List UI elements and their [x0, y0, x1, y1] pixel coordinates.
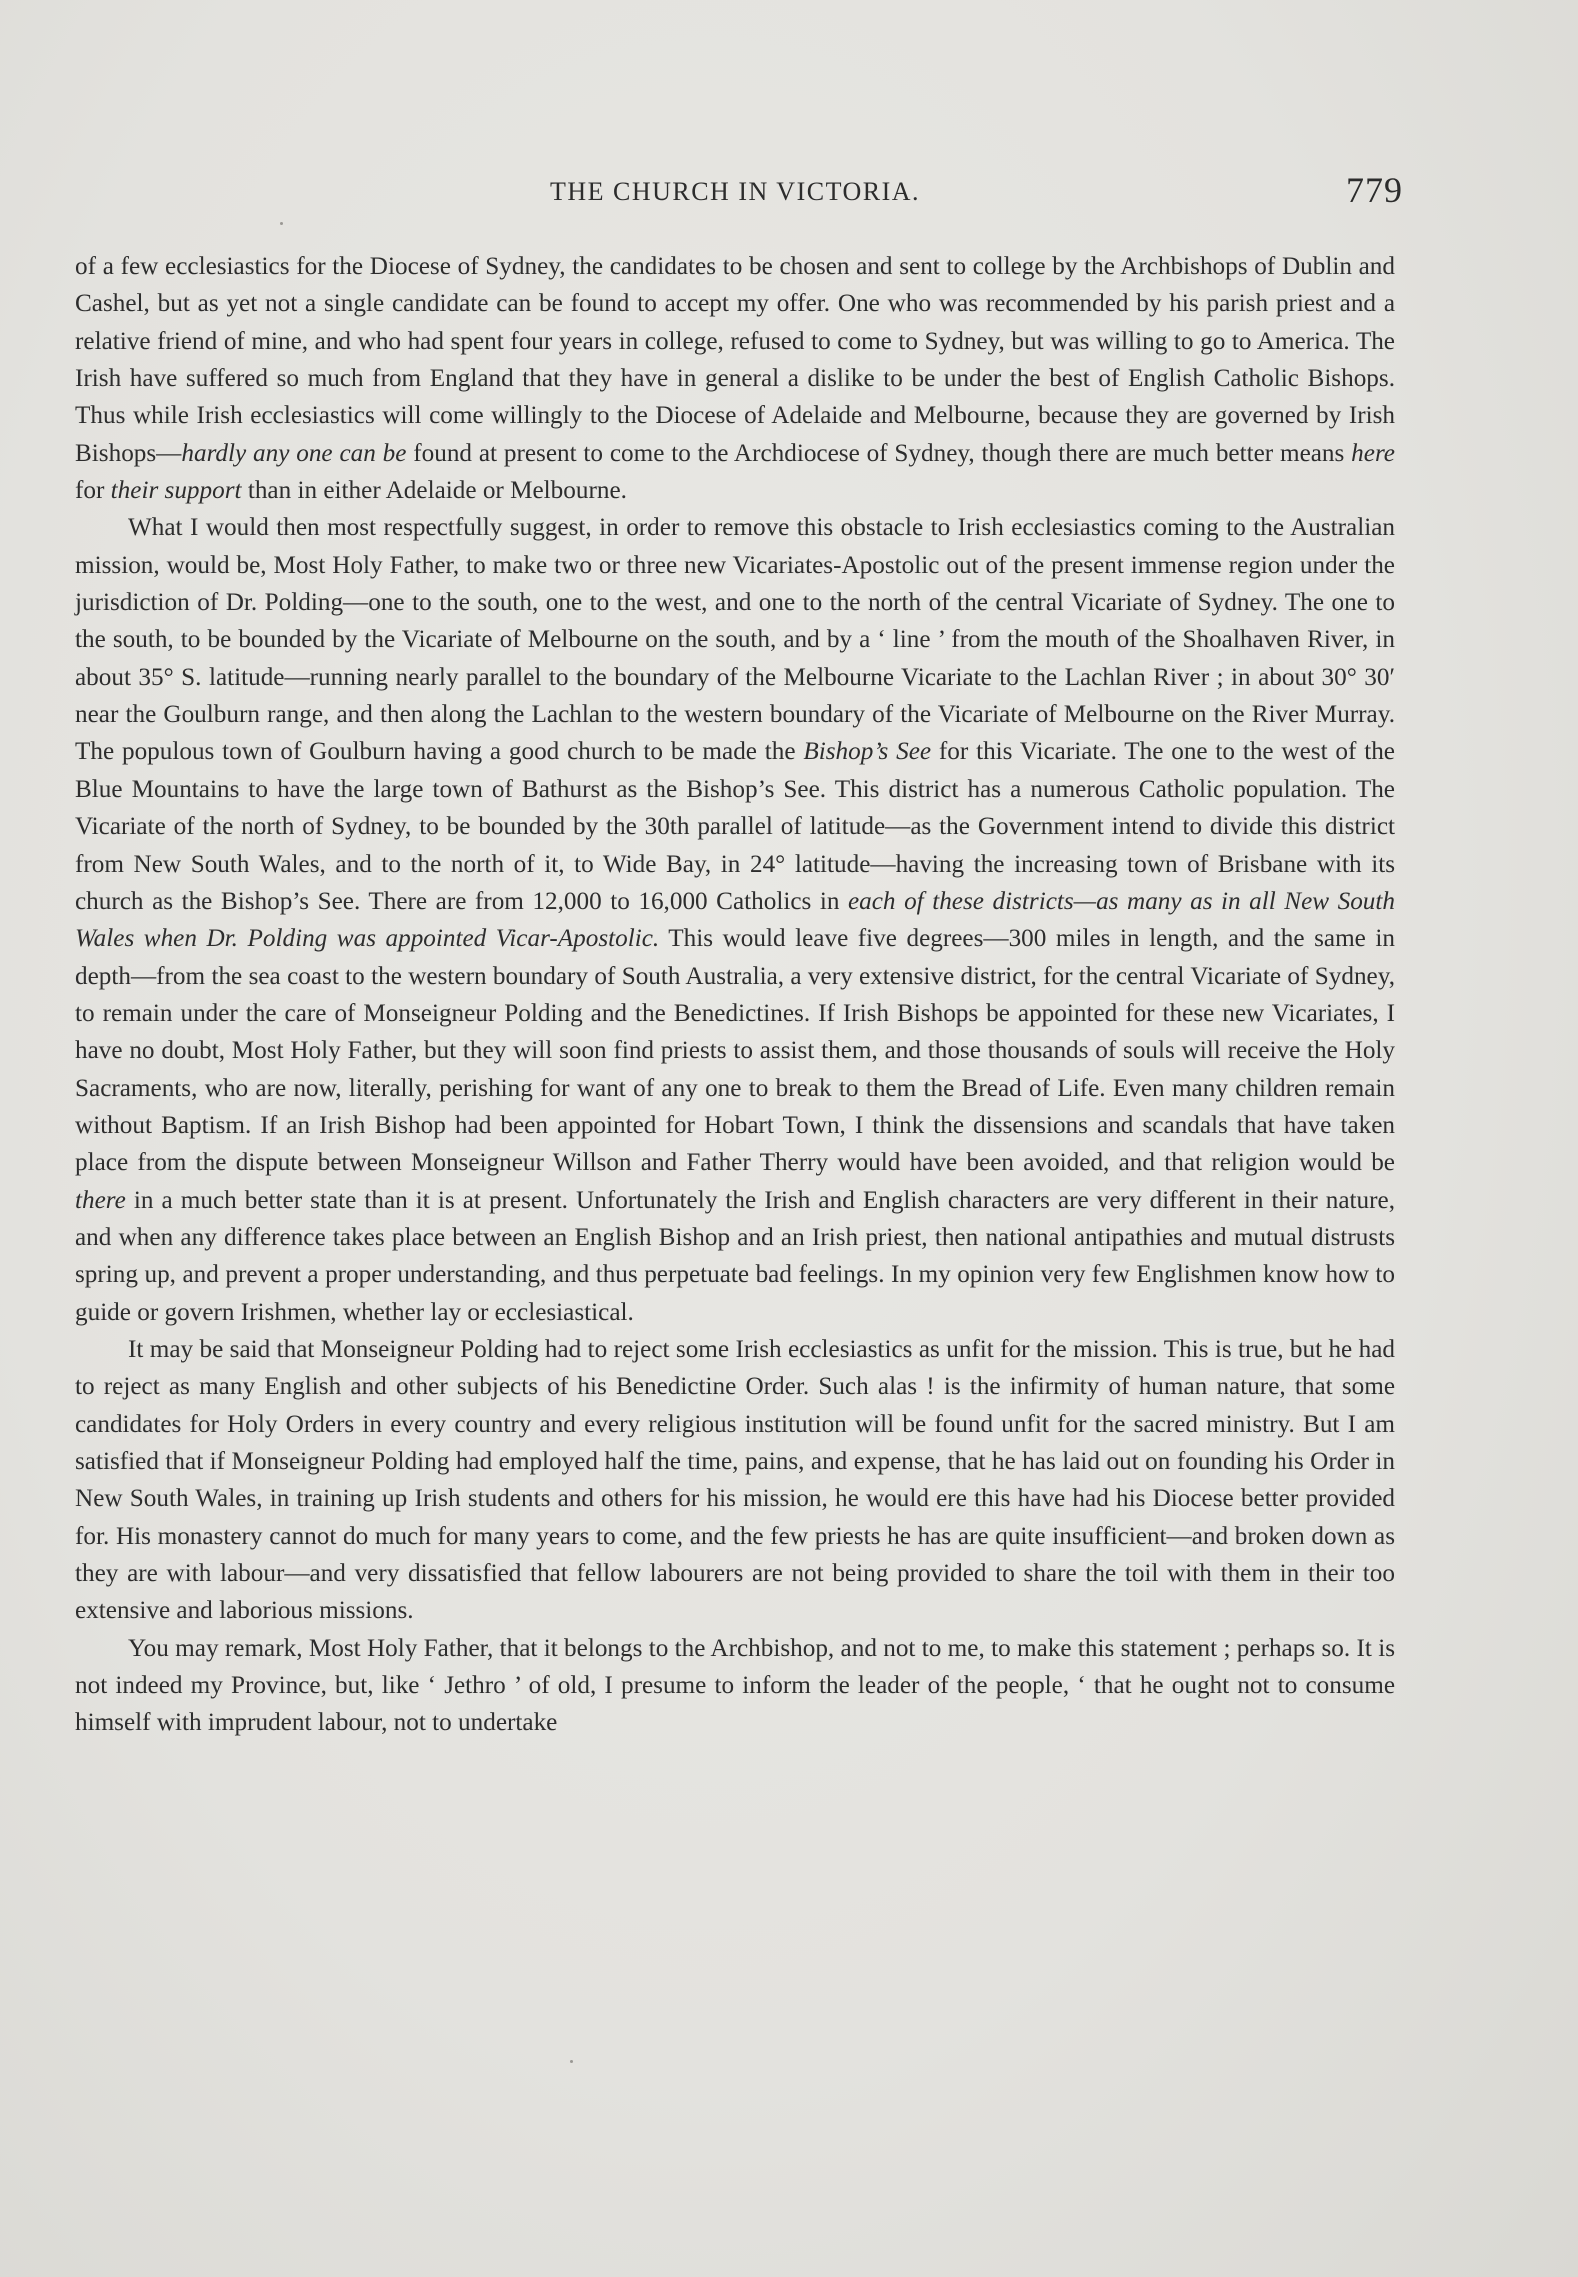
text-run: This would leave five degrees—300 miles in length, and the same in depth—from the sea coast to the western boundary of South Australia, a very extensive district, for the central Vicariate of Sydney, to remain under the care of Monseigneur Polding and the Benedictines. If Irish Bishops be appointed for these new Vicariates, I have no doubt, Most Holy Father, but they will soon find priests to assist them, and those thousands of souls will receive the Holy Sacraments, who are now, literally, perishing for want of any one to break to them the Bread of Life. Even many children remain without Baptism. If an Irish Bishop had been appointed for Hobart Town, I think the dissensions and scandals that have taken place from the dispute between Monseigneur Willson and Father Therry would have been avoided, and that religion would be	[75, 925, 1395, 1177]
italic-text: Bishop’s See	[803, 738, 932, 766]
text-run: for	[75, 477, 111, 505]
italic-text: each of these districts—as many as in all New South Wales when Dr. Polding was appointed Vicar-Apostolic.	[75, 887, 1395, 953]
body-text	[75, 248, 1395, 1742]
running-title: THE CHURCH IN VICTORIA.	[549, 177, 921, 206]
text-run: What I would then most respectfully suggest, in order to remove this obstacle to Irish ecclesiastics coming to the Australian mission, would be, Most Holy Father, to make two or three new Vicariates-Apostolic out of the present immense region under the jurisdiction of Dr. Polding—one to the south, one to the west, and one to the north of the central Vicariate of Sydney. The one to the south, to be bounded by the Vicariate of Melbourne on the south, and by a ‘ line ’ from the mouth of the Shoalhaven River, in about 35° S. latitude—running nearly parallel to the boundary of the Melbourne Vicariate to the Lachlan River ; in about 30° 30′ near the Goulburn range, and then along the Lachlan to the western boundary of the Vicariate of Melbourne on the River Murray. The populous town of Goulburn having a good church to be made the	[75, 514, 1395, 766]
page-number: 779	[1346, 170, 1403, 210]
italic-text: here	[1351, 439, 1395, 467]
paragraph	[75, 509, 1395, 1331]
text-run: You may remark, Most Holy Father, that it belongs to the Archbishop, and not to me, to make this statement ; perhaps so. It is not indeed my Province, but, like ‘ Jethro ’ of old, I presume to inform the leader of the people, ‘ that he ought not to consume himself with imprudent labour, not to undertake	[75, 1634, 1395, 1737]
text-run: of a few ecclesiastics for the Diocese of Sydney, the candidates to be chosen and sent to college by the Archbishops of Dublin and Cashel, but as yet not a single candidate can be found to accept my offer. One who was recommended by his parish priest and a relative friend of mine, and who had spent four years in college, refused to come to Sydney, but was willing to go to America. The Irish have suffered so much from England that they have in general a dislike to be under the best of English Catholic Bishops. Thus while Irish ecclesiastics will come willingly to the Diocese of Adelaide and Melbourne, because they are governed by Irish Bishops—	[75, 253, 1395, 467]
paragraph	[75, 248, 1395, 509]
text-run: for this Vicariate. The one to the west of the Blue Mountains to have the large town of Bathurst as the Bishop’s See. This district has a numerous Catholic population. The Vicariate of the north of Sydney, to be bounded by the 30th parallel of latitude—as the Government intend to divide this district from New South Wales, and to the north of it, to Wide Bay, in 24° latitude—having the increasing town of Brisbane with its church as the Bishop’s See. There are from 12,000 to 16,000 Catholics in	[75, 738, 1395, 915]
text-run: in a much better state than it is at present. Unfortunately the Irish and English characters are very different in their nature, and when any difference takes place between an English Bishop and an Irish priest, then national antipathies and mutual distrusts spring up, and prevent a proper understanding, and thus perpetuate bad feelings. In my opinion very few Englishmen know how to guide or govern Irishmen, whether lay or ecclesiastical.	[75, 1186, 1395, 1326]
paper-speck	[280, 222, 283, 225]
running-head	[75, 165, 1403, 225]
text-run: found at present to come to the Archdiocese of Sydney, though there are much better means	[406, 439, 1352, 467]
italic-text: their support	[110, 477, 242, 505]
paragraph	[75, 1630, 1395, 1742]
paper-speck	[570, 2060, 573, 2063]
paragraph	[75, 1331, 1395, 1630]
italic-text: there	[75, 1186, 126, 1214]
italic-text: hardly any one can be	[181, 439, 407, 467]
text-run: than in either Adelaide or Melbourne.	[241, 477, 627, 505]
text-run: It may be said that Monseigneur Polding had to reject some Irish ecclesiastics as unfit for the mission. This is true, but he had to reject as many English and other subjects of his Benedictine Order. Such alas ! is the infirmity of human nature, that some candidates for Holy Orders in every country and every religious institution will be found unfit for the sacred ministry. But I am satisfied that if Monseigneur Polding had employed half the time, pains, and expense, that he has laid out on founding his Order in New South Wales, in training up Irish students and others for his mission, he would ere this have had his Diocese better provided for. His monastery cannot do much for many years to come, and the few priests he has are quite insufficient—and broken down as they are with labour—and very dissatisfied that fellow labourers are not being provided to share the toil with them in their too extensive and laborious missions.	[75, 1335, 1395, 1625]
